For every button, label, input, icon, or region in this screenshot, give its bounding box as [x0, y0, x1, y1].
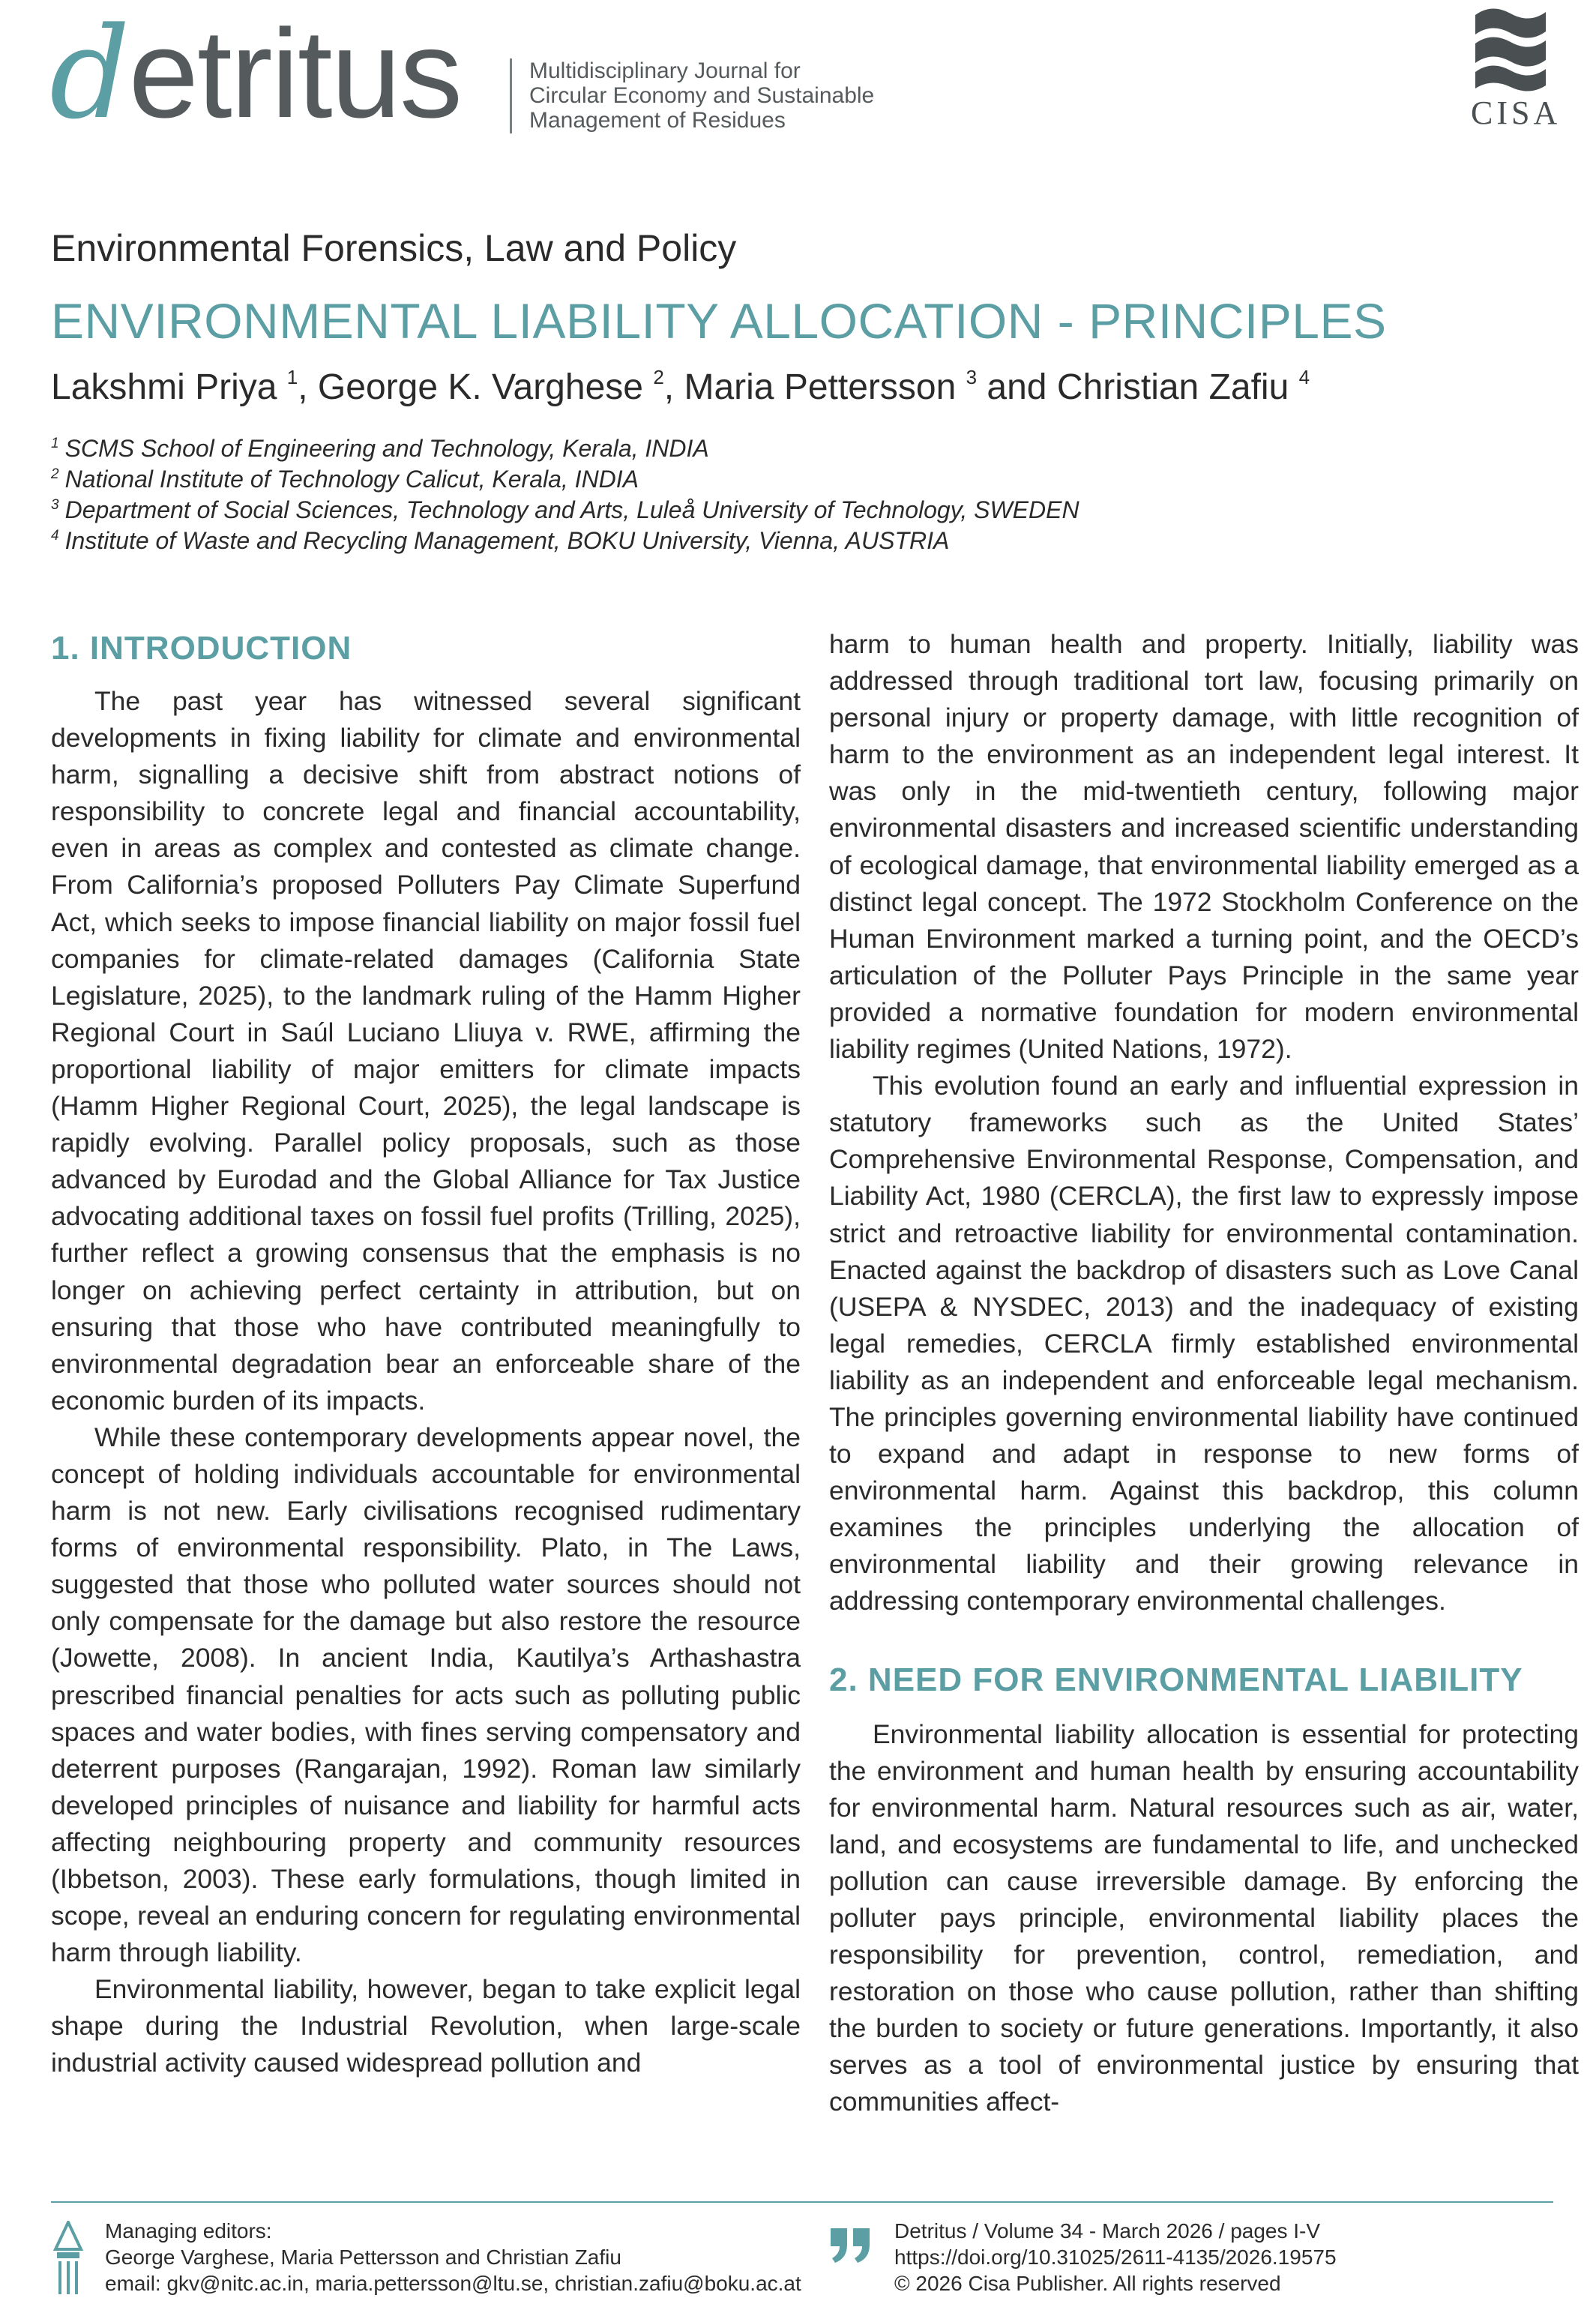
body-paragraph: Environmental liability, however, began to take explicit legal shape during the Industrial Revolution, when large-scale industrial activity caused widespread pollution and [51, 1974, 801, 2078]
author-affiliation-marker: 4 [1298, 366, 1310, 388]
affiliation-number: 3 [51, 497, 59, 513]
logo-wordmark: etritus [128, 3, 462, 144]
author-name: Maria Pettersson [684, 367, 957, 407]
journal-subtitle-line: Multidisciplinary Journal for [529, 58, 801, 83]
tower-icon [51, 2221, 85, 2296]
logo-divider [510, 58, 512, 133]
footer-copyright: © 2026 Cisa Publisher. All rights reserved [894, 2272, 1281, 2295]
author-list [51, 364, 1310, 411]
article-title: ENVIRONMENTAL LIABILITY ALLOCATION - PRINCIPLES [51, 293, 1387, 349]
affiliation-text: Institute of Waste and Recycling Management, BOKU University, Vienna, AUSTRIA [64, 527, 950, 554]
right-column [829, 626, 1579, 2121]
publisher-logo-label: CISA [1471, 94, 1562, 131]
author-separator: , [298, 367, 318, 407]
affiliation-item [51, 464, 1079, 495]
footer-volume-info: Detritus / Volume 34 - March 2026 / pages I-V [894, 2219, 1321, 2243]
author-separator: and [977, 367, 1057, 407]
journal-subtitle [529, 58, 949, 133]
footer-citation [894, 2218, 1337, 2297]
journal-subtitle-line: Circular Economy and Sustainable [529, 83, 875, 108]
affiliation-item [51, 526, 1079, 556]
author-separator: , [663, 367, 684, 407]
body-paragraph: This evolution found an early and influential expression in statutory frameworks such as the United States’ Comprehensive Environmental Response, Compensation, and Liability Act, 1980 (CERCLA), the first law to expressly impose strict and retroactive liability for environmental contamination. Enacted against the backdrop of disasters such as Love Canal (USEPA & NYSDEC, 2013) and the inadequacy of existing legal remedies, CERCLA firmly established environmental liability as an independent and enforceable legal mechanism. The principles governing environmental liability have continued to expand and adapt in response to new forms of environmental harm. Against this backdrop, this column examines the principles underlying the allocation of environmental liability and their growing relevance in addressing contemporary environmental challenges. [829, 1071, 1579, 1616]
author-affiliation-marker: 2 [653, 366, 664, 388]
journal-subtitle-line: Management of Residues [529, 108, 786, 133]
author-affiliation-marker: 1 [286, 366, 298, 388]
body-paragraph: The past year has witnessed several significant developments in fixing liability for climate and environmental harm, signalling a decisive shift from abstract notions of responsibility to concrete legal and financial accountability, even in areas as complex and contested as climate change. From California’s proposed Polluters Pay Climate Superfund Act, which seeks to impose financial liability on major fossil fuel companies for climate-related damages (California State Legislature, 2025), to the landmark ruling of the Hamm Higher Regional Court in Saúl Luciano Lliuya v. RWE, affirming the proportional liability of major emitters for climate impacts (Hamm Higher Regional Court, 2025), the legal landscape is rapidly evolving. Parallel policy proposals, such as those advanced by Eurodad and the Global Alliance for Tax Justice advocating additional taxes on fossil fuel profits (Trilling, 2025), further reflect a growing consensus that the emphasis is no longer on achieving perfect certainty in attribution, but on ensuring that those who have contributed meaningfully to environmental degradation bear an enforceable share of the economic burden of its impacts. [51, 686, 801, 1416]
affiliation-item [51, 433, 1079, 464]
journal-logo [49, 0, 462, 147]
affiliation-text: SCMS School of Engineering and Technology, Kerala, INDIA [64, 435, 709, 462]
author-name: Christian Zafiu [1056, 367, 1289, 407]
affiliation-text: National Institute of Technology Calicut, Kerala, INDIA [64, 466, 639, 493]
footer-divider [51, 2201, 1553, 2203]
footer-editors-names: George Varghese, Maria Pettersson and Christian Zafiu [105, 2246, 621, 2269]
body-paragraph: While these contemporary developments appear novel, the concept of holding individuals accountable for environmental harm is not new. Early civilisations recognised rudimentary forms of environmental responsibility. Plato, in The Laws, suggested that those who polluted water sources should not only compensate for the damage but also restore the resource (Jowette, 2008). In ancient India, Kautilya’s Arthashastra prescribed financial penalties for acts such as polluting public spaces and water bodies, with fines serving compensatory and deterrent purposes (Rangarajan, 1992). Roman law similarly developed principles of nuisance and liability for harmful acts affecting neighbouring property and community resources (Ibbetson, 2003). These early formulations, though limited in scope, reveal an enduring concern for regulating environmental harm through liability. [51, 1422, 801, 1968]
affiliation-text: Department of Social Sciences, Technology and Arts, Luleå University of Technology, SWEDEN [64, 496, 1079, 523]
section-label: Environmental Forensics, Law and Policy [51, 227, 737, 269]
affiliation-list [51, 433, 1079, 556]
quote-icon [828, 2225, 873, 2264]
affiliation-number: 2 [51, 466, 59, 482]
body-paragraph: harm to human health and property. Initially, liability was addressed through traditional tort law, focusing primarily on personal injury or property damage, with little recognition of harm to the environment as an independent legal interest. It was only in the mid-twentieth century, following major environmental disasters and increased scientific understanding of ecological damage, that environmental liability emerged as a distinct legal concept. The 1972 Stockholm Conference on the Human Environment marked a turning point, and the OECD’s articulation of the Polluter Pays Principle in the same year provided a normative foundation for modern environmental liability regimes (United Nations, 1972). [829, 629, 1579, 1065]
footer-editors [105, 2218, 801, 2297]
author-name: George K. Varghese [317, 367, 643, 407]
footer-editors-email: email: gkv@nitc.ac.in, maria.pettersson@ltu.se, christian.zafiu@boku.ac.at [105, 2272, 801, 2295]
affiliation-number: 1 [51, 436, 59, 451]
section-heading-introduction: 1. INTRODUCTION [51, 630, 352, 667]
logo-d-letter: d [49, 0, 129, 147]
author-affiliation-marker: 3 [966, 366, 978, 388]
left-column [51, 626, 801, 2082]
section-heading-need-for-liability: 2. NEED FOR ENVIRONMENTAL LIABILITY [829, 1661, 1523, 1698]
affiliation-number: 4 [51, 528, 59, 544]
author-name: Lakshmi Priya [51, 367, 277, 407]
footer-doi-link[interactable]: https://doi.org/10.31025/2611-4135/2026.19575 [894, 2246, 1337, 2269]
affiliation-item [51, 495, 1079, 526]
footer-editors-label: Managing editors: [105, 2219, 272, 2243]
body-paragraph: Environmental liability allocation is essential for protecting the environment and human health by ensuring accountability for environmental harm. Natural resources such as air, water, land, and ecosystems are fundamental to life, and unchecked pollution can cause irreversible damage. By enforcing the polluter pays principle, environmental liability places the responsibility for prevention, control, remediation, and restoration on those who cause pollution, rather than shifting the burden to society or future generations. Importantly, it also serves as a tool of environmental justice by ensuring that communities affect- [829, 1718, 1579, 2117]
